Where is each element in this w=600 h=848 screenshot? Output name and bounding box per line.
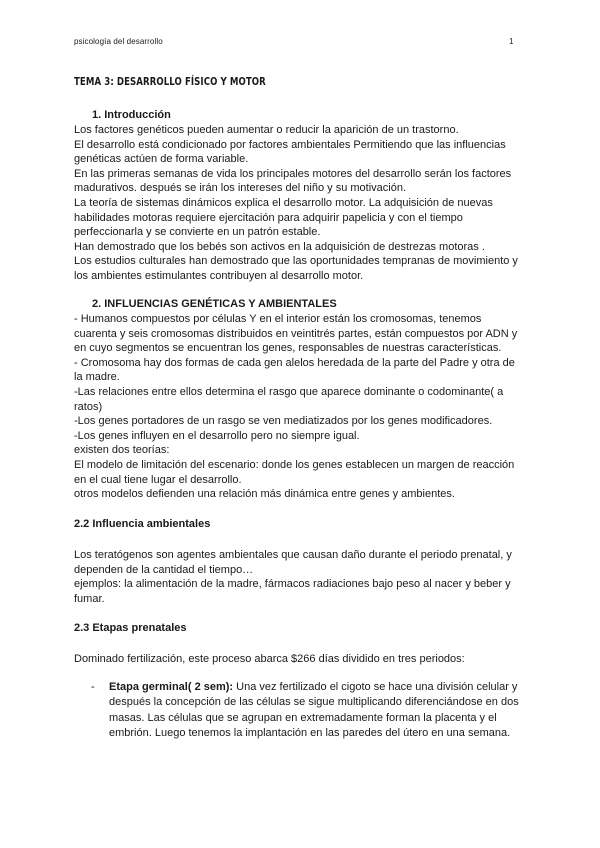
paragraph-line: El desarrollo está condicionado por factores ambientales Permitiendo que las influencias bbox=[74, 138, 506, 151]
list-item-term: Etapa germinal( 2 sem): bbox=[109, 681, 234, 693]
section-2-body bbox=[74, 312, 534, 502]
paragraph-line: Dominado fertilización, este proceso abarca $266 días dividido en tres periodos: bbox=[74, 653, 465, 665]
paragraph-line: madurativos. después se irán los intereses del niño y su motivación. bbox=[74, 182, 407, 195]
paragraph-line: la madre. bbox=[74, 371, 120, 384]
paragraph-line: en el cual tiene lugar el desarrollo. bbox=[74, 473, 242, 486]
paragraph-line: Han demostrado que los bebés son activos en la adquisición de destrezas motoras . bbox=[74, 240, 485, 253]
list-bullet-marker: - bbox=[91, 681, 95, 693]
section-2-2-heading: 2.2 Influencia ambientales bbox=[74, 518, 211, 530]
paragraph-line: En las primeras semanas de vida los principales motores del desarrollo serán los factores bbox=[74, 167, 512, 180]
section-2-3-heading: 2.3 Etapas prenatales bbox=[74, 622, 187, 634]
paragraph-line: genéticas actúen de forma variable. bbox=[74, 153, 249, 166]
list-item-first-line bbox=[109, 680, 539, 695]
paragraph-line: -Los genes influyen en el desarrollo pero no siempre igual. bbox=[74, 429, 360, 442]
paragraph-line: Los factores genéticos pueden aumentar o reducir la aparición de un trastorno. bbox=[74, 124, 459, 136]
list-item-text: Una vez fertilizado el cigoto se hace una división celular y bbox=[233, 681, 518, 693]
paragraph-line: dependen de la cantidad el tiempo… bbox=[74, 563, 254, 576]
paragraph-line: - Humanos compuestos por células Y en el interior están los cromosomas, tenemos bbox=[74, 313, 482, 325]
list-item-line: masas. Las células que se agrupan en extremadamente forman la placenta y el bbox=[109, 711, 497, 724]
running-header-course: psicología del desarrollo bbox=[74, 37, 163, 46]
paragraph-line: ratos) bbox=[74, 400, 103, 413]
paragraph-line: -Los genes portadores de un rasgo se ven mediatizados por los genes modificadores. bbox=[74, 415, 493, 428]
section-2-heading: 2. INFLUENCIAS GENÉTICAS Y AMBIENTALES bbox=[92, 298, 337, 310]
page-number: 1 bbox=[509, 37, 514, 46]
paragraph-line: Los estudios culturales han demostrado que las oportunidades tempranas de movimiento y bbox=[74, 255, 518, 268]
paragraph-line: fumar. bbox=[74, 592, 105, 605]
paragraph-line: en cuyo segmentos se encuentran los genes, responsables de nuestras características. bbox=[74, 342, 502, 355]
paragraph-line: ejemplos: la alimentación de la madre, fármacos radiaciones bajo peso al nacer y beber y bbox=[74, 578, 511, 591]
section-1-heading: 1. Introducción bbox=[92, 109, 171, 121]
paragraph-line: otros modelos defienden una relación más dinámica entre genes y ambientes. bbox=[74, 488, 455, 501]
list-item-line: embrión. Luego tenemos la implantación en las paredes del útero en una semana. bbox=[109, 727, 511, 740]
paragraph-line: El modelo de limitación del escenario: donde los genes establecen un margen de reacción bbox=[74, 458, 515, 471]
paragraph-line: La teoría de sistemas dinámicos explica el desarrollo motor. La adquisición de nuevas bbox=[74, 196, 493, 209]
paragraph-line: los ambientes estimulantes contribuyen al desarrollo motor. bbox=[74, 269, 364, 282]
paragraph-line: Los teratógenos son agentes ambientales que causan daño durante el periodo prenatal, y bbox=[74, 549, 512, 561]
paragraph-line: -Las relaciones entre ellos determina el rasgo que aparece dominante o codominante( a bbox=[74, 385, 504, 398]
section-2-2-body bbox=[74, 548, 534, 606]
list-item-line: después la concepción de las células se sigue multiplicando diferenciándose en dos bbox=[109, 696, 519, 709]
paragraph-line: perfeccionarla y se convierte en un patrón estable. bbox=[74, 226, 321, 239]
paragraph-line: - Cromosoma hay dos formas de cada gen alelos heredada de la parte del Padre y otra de bbox=[74, 356, 515, 369]
paragraph-line: cuarenta y seis cromosomas distribuidos en veintitrés partes, están compuestos por ADN y bbox=[74, 327, 518, 340]
list-item bbox=[109, 680, 539, 742]
section-1-body bbox=[74, 123, 534, 284]
document-title: TEMA 3: DESARROLLO FÍSICO Y MOTOR bbox=[74, 75, 266, 88]
paragraph-line: habilidades motoras requiere ejercitación para adquirir papelicia y con el tiempo bbox=[74, 211, 463, 224]
paragraph-line: existen dos teorías: bbox=[74, 444, 170, 457]
section-2-3-intro bbox=[74, 652, 534, 667]
